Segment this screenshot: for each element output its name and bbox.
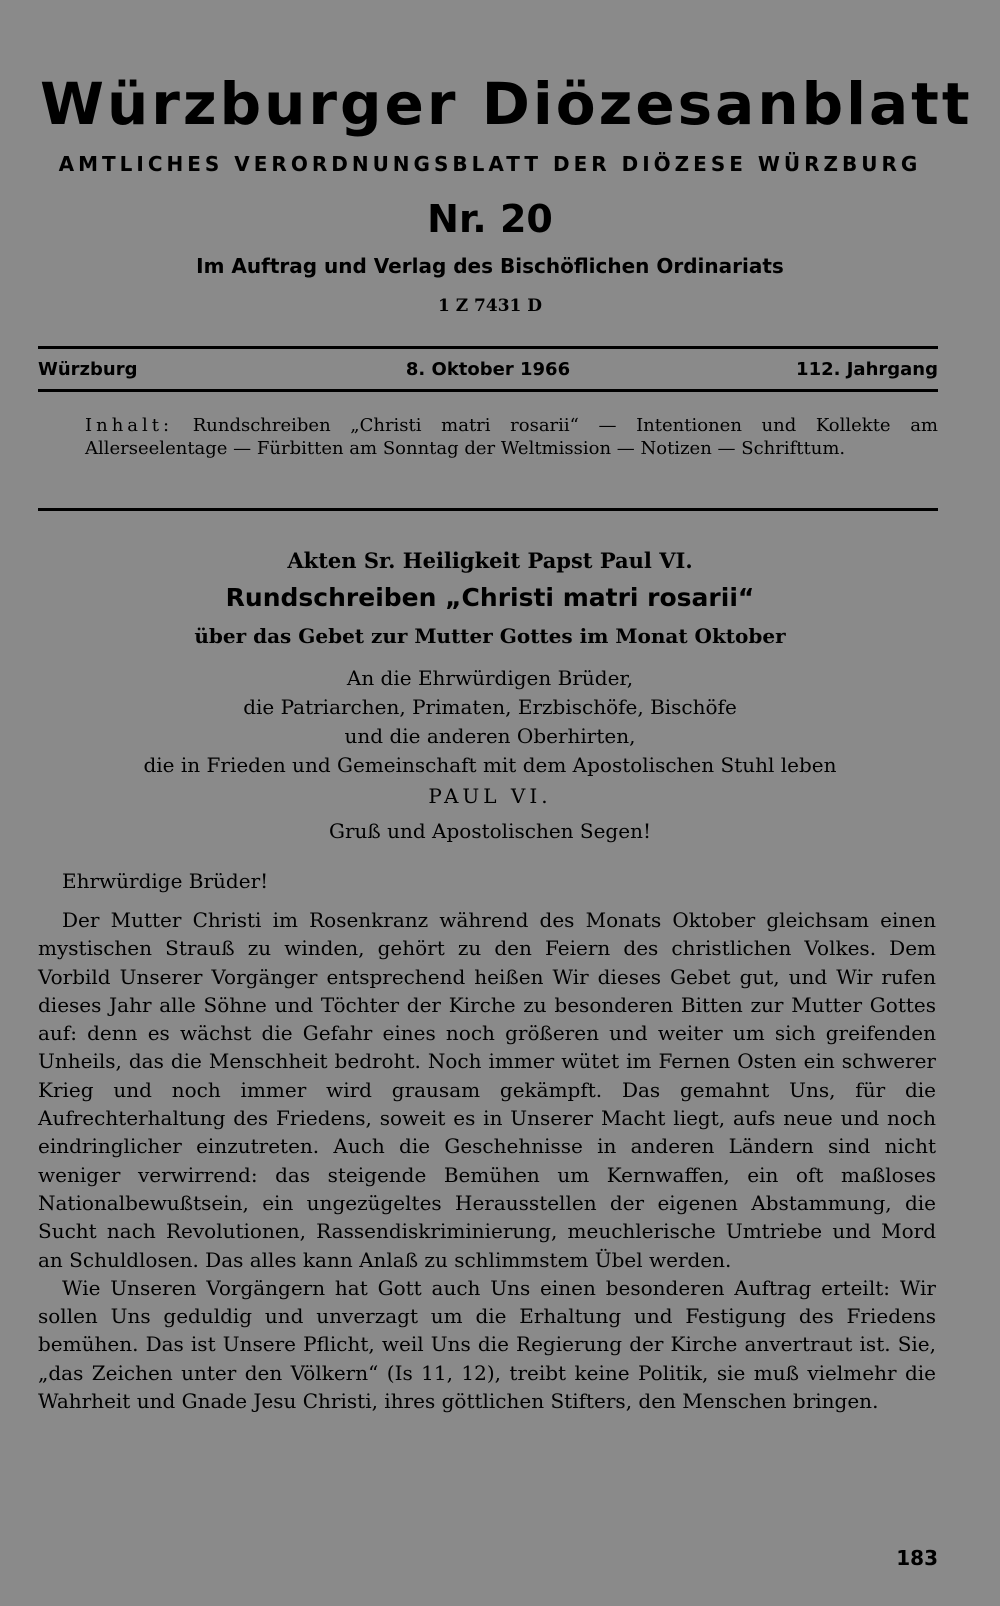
divider-dateline (38, 389, 938, 392)
body-paragraph: Der Mutter Christi im Rosenkranz während des Monats Oktober gleichsam einen mystischen Strauß zu winden, gehört zu den Feiern des christlichen Volkes. Dem Vorbild Unserer Vorgänger entsprechend heißen Wir dieses Gebet gut, und Wir rufen dieses Jahr alle Söhne und Töchter der Kirche zu besonderen Bitten zur Mutter Gottes auf: denn es wächst die Gefahr eines noch größeren und weiter um sich greifenden Unheils, das die Menschheit bedroht. Noch immer wütet im Fernen Osten ein schwerer Krieg und noch immer wird grausam gekämpft. Das gemahnt Uns, für die Aufrechterhaltung des Friedens, soweit es in Unserer Macht liegt, aufs neue und noch eindringlicher einzutreten. Auch die Geschehnisse in anderen Ländern sind nicht weniger verwirrend: das steigende Bemühen um Kernwaffen, ein oft maßloses Nationalbewußtsein, ein ungezügeltes Herausstellen der eigenen Abstammung, die Sucht nach Revolutionen, Rassendiskriminierung, meuchlerische Umtriebe und Mord an Schuldlosen. Das alles kann Anlaß zu schlimmstem Übel werden. (38, 908, 936, 1272)
address-line: die Patriarchen, Primaten, Erzbischöfe, Bischöfe (243, 695, 737, 719)
body-paragraph: Wie Unseren Vorgängern hat Gott auch Uns einen besonderen Auftrag erteilt: Wir sollen Uns geduldig und unverzagt um die Erhaltung und Festigung des Friedens bemühen. Das ist Unsere Pflicht, weil Uns die Regierung der Kirche anvertraut ist. Sie, „das Zeichen unter den Völkern“ (Is 11, 12), treibt keine Politik, sie muß vielmehr die Wahrheit und Gnade Jesu Christi, ihres göttlichen Stifters, den Menschen bringen. (38, 1275, 936, 1414)
divider-top (38, 346, 938, 349)
postal-code: 1 Z 7431 D (437, 296, 543, 316)
sender-name: PAUL VI. (428, 784, 552, 808)
salutation: Ehrwürdige Brüder! (62, 869, 269, 893)
volume-year: 112. Jahrgang (796, 359, 938, 380)
page-number: 183 (896, 1546, 938, 1570)
contents-label: Inhalt: (85, 415, 174, 436)
issue-number: Nr. 20 (427, 197, 553, 241)
issue-date: 8. Oktober 1966 (405, 359, 571, 380)
dateline (38, 356, 938, 384)
article-title: Rundschreiben „Christi matri rosarii“ (225, 583, 755, 612)
publisher-line: Im Auftrag und Verlag des Bischöflichen Ordinariats (196, 254, 784, 278)
issue-place: Würzburg (38, 359, 138, 380)
address-line: die in Frieden und Gemeinschaft mit dem Apostolischen Stuhl leben (143, 753, 837, 777)
address-block (40, 664, 940, 846)
greeting-line: Gruß und Apostolischen Segen! (329, 819, 651, 843)
contents-text: Rundschreiben „Christi matri rosarii“ — Intentionen und Kollekte am Allerseelentage — Fürbitten am Sonntag der Weltmission — Notizen — Schrifttum. (85, 415, 938, 459)
article-subtitle: über das Gebet zur Mutter Gottes im Monat Oktober (194, 624, 786, 648)
address-line: An die Ehrwürdigen Brüder, (346, 666, 634, 690)
masthead-title: Würzburger Diözesanblatt (40, 70, 973, 138)
divider-contents (38, 508, 938, 511)
article-body (38, 906, 936, 1415)
table-of-contents (85, 414, 938, 460)
address-line: und die anderen Oberhirten, (344, 724, 636, 748)
masthead-subtitle: AMTLICHES VERORDNUNGSBLATT DER DIÖZESE WÜRZBURG (58, 152, 922, 176)
section-heading: Akten Sr. Heiligkeit Papst Paul VI. (287, 548, 693, 573)
